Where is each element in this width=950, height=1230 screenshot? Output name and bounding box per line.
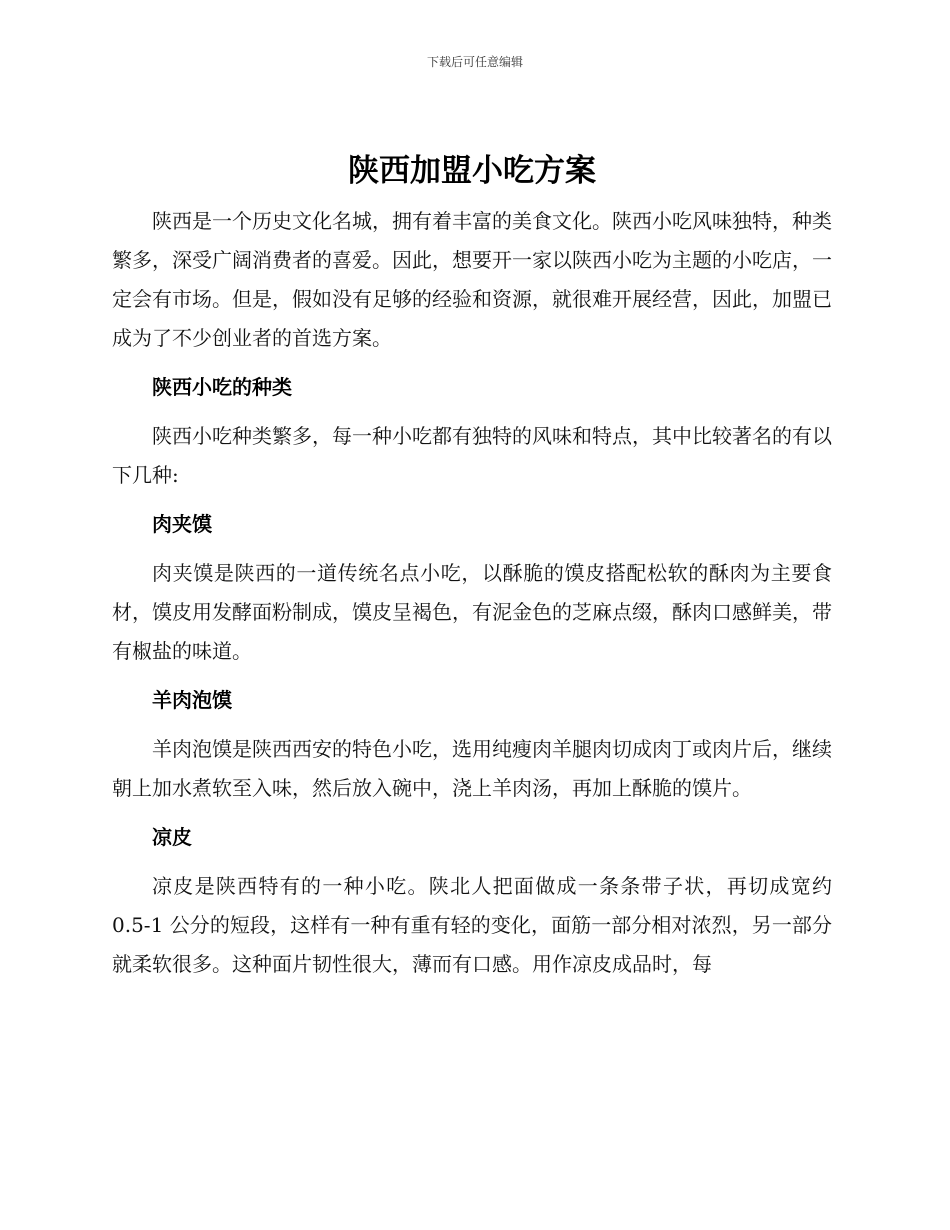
section-heading-roujiamo: 肉夹馍 (152, 512, 212, 536)
section-paragraph-roujiamo: 肉夹馍是陕西的一道传统名点小吃，以酥脆的馍皮搭配松软的酥肉为主要食材，馍皮用发酵面粉制成，馍皮呈褐色，有泥金色的芝麻点缀，酥肉口感鲜美，带有椒盐的味道。 (112, 561, 832, 663)
section-paragraph-yangroupaomo: 羊肉泡馍是陕西西安的特色小吃，选用纯瘦肉羊腿肉切成肉丁或肉片后，继续朝上加水煮软至入味，然后放入碗中，浇上羊肉汤，再加上酥脆的馍片。 (112, 737, 832, 800)
section-heading-varieties: 陕西小吃的种类 (152, 375, 292, 399)
intro-paragraph: 陕西是一个历史文化名城，拥有着丰富的美食文化。陕西小吃风味独特，种类繁多，深受广阔消费者的喜爱。因此，想要开一家以陕西小吃为主题的小吃店，一定会有市场。但是，假如没有足够的经验和资源，就很难开展经营，因此，加盟已成为了不少创业者的首选方案。 (112, 209, 832, 350)
document-title: 陕西加盟小吃方案 (348, 153, 596, 189)
header-note: 下载后可任意编辑 (426, 55, 523, 69)
section-heading-liangpi: 凉皮 (152, 825, 192, 849)
section-paragraph-liangpi: 凉皮是陕西特有的一种小吃。陕北人把面做成一条条带子状，再切成宽约 0.5-1 公分的短段，这样有一种有重有轻的变化，面筋一部分相对浓烈，另一部分就柔软很多。这种面片韧性很大，薄而有口感。用作凉皮成品时，每 (112, 874, 832, 976)
section-heading-yangroupaomo: 羊肉泡馍 (152, 688, 232, 712)
document-body (112, 148, 832, 984)
section-paragraph-varieties: 陕西小吃种类繁多，每一种小吃都有独特的风味和特点，其中比较著名的有以下几种: (112, 424, 832, 487)
